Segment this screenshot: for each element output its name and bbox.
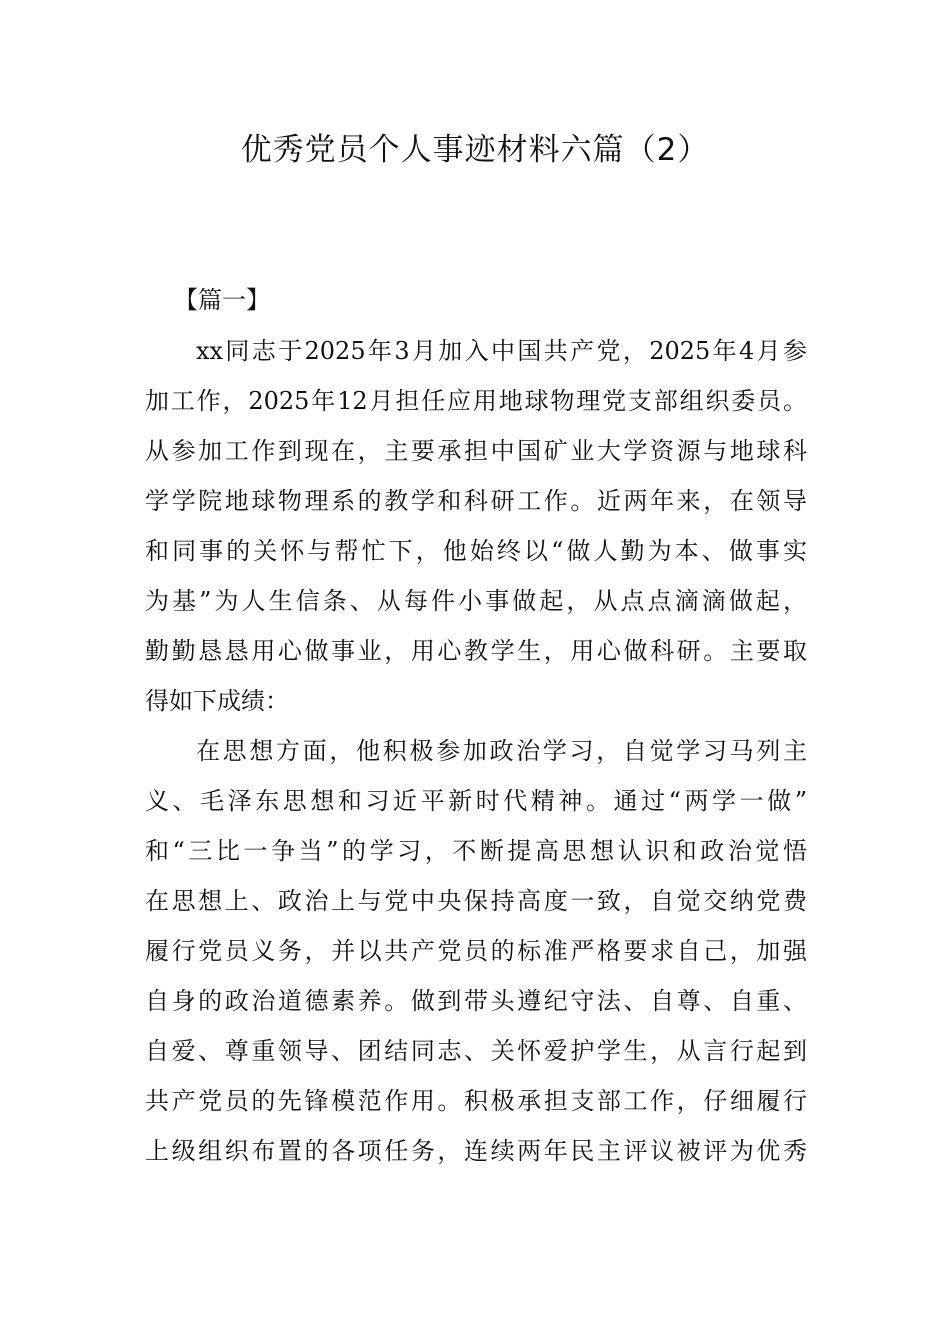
- paragraph-line: 从参加工作到现在，主要承担中国矿业大学资源与地球科: [145, 437, 807, 465]
- paragraph-line: 和同事的关怀与帮忙下，他始终以“做人勤为本、做事实: [145, 537, 807, 565]
- paragraph-line: 自身的政治道德素养。做到带头遵纪守法、自尊、自重、: [145, 987, 807, 1015]
- paragraph-line: xx同志于2025年3月加入中国共产党，2025年4月参: [196, 337, 807, 365]
- paragraph-line: 学学院地球物理系的教学和科研工作。近两年来，在领导: [145, 487, 807, 515]
- section-heading: 【篇一】: [174, 286, 270, 314]
- paragraph-line: 为基”为人生信条、从每件小事做起，从点点滴滴做起，: [145, 587, 807, 615]
- paragraph-line: 义、毛泽东思想和习近平新时代精神。通过“两学一做”: [145, 787, 807, 815]
- paragraph-line: 勤勤恳恳用心做事业，用心教学生，用心做科研。主要取: [145, 637, 807, 665]
- paragraph-line: 共产党员的先锋模范作用。积极承担支部工作，仔细履行: [145, 1087, 807, 1115]
- paragraph-line: 得如下成绩：: [145, 687, 289, 715]
- paragraph-line: 上级组织布置的各项任务，连续两年民主评议被评为优秀: [145, 1137, 807, 1165]
- paragraph-line: 自爱、尊重领导、团结同志、关怀爱护学生，从言行起到: [145, 1037, 807, 1065]
- paragraph-line: 和“三比一争当”的学习，不断提高思想认识和政治觉悟: [145, 837, 807, 865]
- paragraph-line: 加工作，2025年12月担任应用地球物理党支部组织委员。: [145, 387, 807, 415]
- paragraph-line: 履行党员义务，并以共产党员的标准严格要求自己，加强: [145, 937, 807, 965]
- paragraph-line: 在思想方面，他积极参加政治学习，自觉学习马列主: [196, 737, 807, 765]
- document-title: 优秀党员个人事迹材料六篇（2）: [240, 132, 710, 168]
- paragraph-line: 在思想上、政治上与党中央保持高度一致，自觉交纳党费: [145, 887, 807, 915]
